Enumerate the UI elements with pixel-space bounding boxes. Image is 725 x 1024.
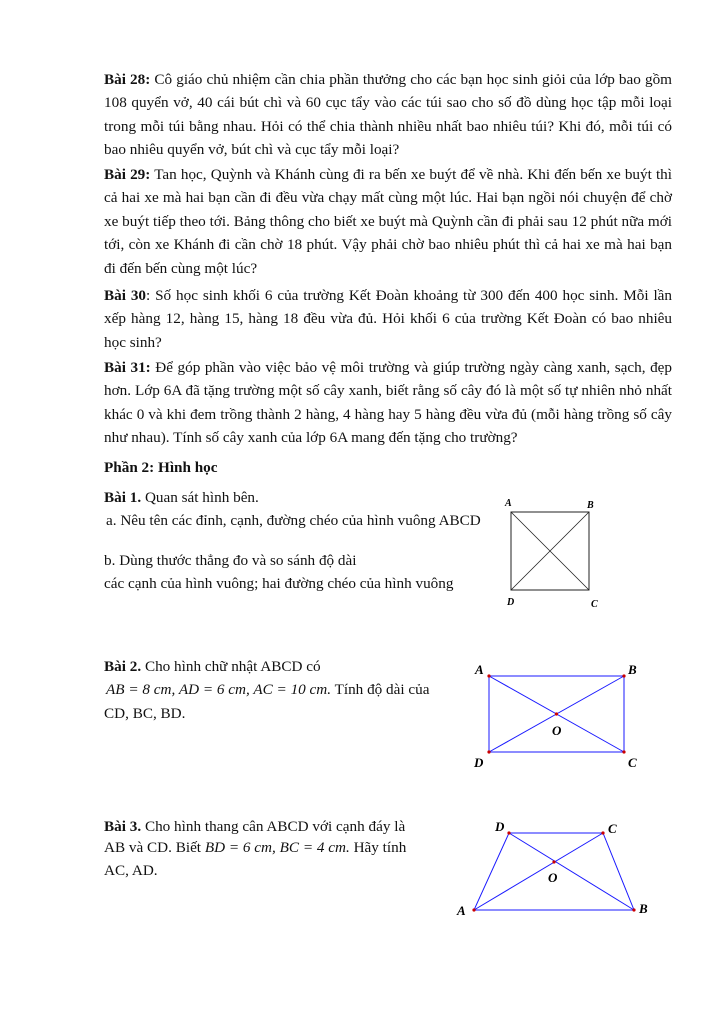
geo-2-line2 — [106, 678, 429, 701]
problem-29-text: Tan học, Quỳnh và Khánh cùng đi ra bến xe buýt để về nhà. Khi đến bến xe buýt thì cả hai xe mà hai bạn cần đi đều vừa chạy mất cùng một lúc. Hai bạn ngồi nói chuyện để chờ xe buýt tiếp theo tới. Bảng thông cho biết xe buýt mà Quỳnh cần đi phải sau 12 phút nữa mới tới, còn xe Khánh đi cần chờ 18 phút. Vậy phải chờ bao nhiêu phút thì cả hai xe mà hai bạn đi đến bến cùng một lúc? — [104, 166, 672, 277]
rect-point-b — [622, 674, 625, 677]
section-heading-geometry: Phần 2: Hình học — [104, 459, 218, 476]
trap-label-c: C — [608, 821, 617, 836]
trap-label-a: A — [457, 903, 466, 918]
rect-point-a — [487, 674, 490, 677]
problem-30 — [104, 284, 672, 354]
geo-2-math: AB = 8 cm, AD = 6 cm, AC = 10 cm. — [106, 681, 332, 698]
problem-30-label: Bài 30 — [104, 287, 147, 304]
geo-3-line2 — [104, 836, 406, 859]
trapezoid-diagonal-bd — [509, 833, 634, 910]
square-label-b: B — [587, 500, 594, 511]
trapezoid-diagonal-ac — [474, 833, 603, 910]
trap-label-b: B — [639, 901, 648, 916]
trap-point-d — [507, 831, 510, 834]
problem-28-label: Bài 28: — [104, 71, 151, 88]
geo-3-line1 — [104, 815, 405, 838]
rect-label-a: A — [475, 662, 484, 677]
rect-point-o — [555, 712, 558, 715]
geo-1-line1 — [104, 486, 259, 509]
geo-2-line1 — [104, 655, 321, 678]
rect-point-c — [622, 750, 625, 753]
geo-1-part-b: b. Dùng thước thẳng đo và so sánh độ dài — [104, 552, 357, 569]
geo-3-label: Bài 3. — [104, 818, 142, 835]
rect-label-b: B — [628, 662, 637, 677]
trapezoid-figure — [452, 814, 662, 924]
geo-3-math: BD = 6 cm, BC = 4 cm. — [204, 839, 350, 856]
problem-28 — [104, 68, 672, 162]
rect-label-d: D — [474, 755, 484, 770]
geo-3-line3: AC, AD. — [104, 862, 158, 879]
problem-31-label: Bài 31: — [104, 359, 151, 376]
problem-30-text: : Số học sinh khối 6 của trường Kết Đoàn khoảng từ 300 đến 400 học sinh. Mỗi lần xếp hàng 12, hàng 15, hàng 18 đều vừa đủ. Hỏi khối 6 của trường Kết Đoàn có bao nhiêu học sinh? — [104, 287, 673, 351]
geo-3-given-prefix: AB và CD. Biết — [104, 839, 205, 856]
geo-2-intro: Cho hình chữ nhật ABCD có — [141, 658, 321, 675]
geo-3-ask: Hãy tính — [349, 839, 407, 856]
trap-point-a — [472, 908, 475, 911]
geo-1-part-a: a. Nêu tên các đỉnh, cạnh, đường chéo của hình vuông ABCD — [106, 512, 481, 529]
problem-31 — [104, 356, 672, 450]
geo-1-intro: Quan sát hình bên. — [141, 489, 259, 506]
trap-point-o — [552, 860, 555, 863]
trap-label-o: O — [548, 870, 558, 885]
square-label-a: A — [505, 498, 512, 509]
geo-2-ask: Tính độ dài của — [331, 681, 430, 698]
square-figure — [500, 492, 610, 612]
rect-label-c: C — [628, 755, 637, 770]
problem-29-label: Bài 29: — [104, 166, 151, 183]
square-label-c: C — [591, 599, 598, 610]
problem-29 — [104, 163, 672, 280]
trap-point-c — [601, 831, 604, 834]
geo-3-intro: Cho hình thang cân ABCD với cạnh đáy là — [141, 818, 406, 835]
problem-28-text: Cô giáo chủ nhiệm cần chia phần thưởng cho các bạn học sinh giỏi của lớp bao gồm 108 quyển vở, 40 cái bút chì và 60 cục tẩy vào các túi sao cho số đồ dùng học tập mỗi loại trong mỗi túi bằng nhau. Hỏi có thể chia thành nhiều nhất bao nhiêu túi? Khi đó, mỗi túi có bao nhiêu quyển vở, bút chì và cục tẩy mỗi loại? — [104, 71, 672, 159]
square-label-d: D — [507, 597, 515, 608]
trap-point-b — [632, 908, 635, 911]
geo-1-part-b-cont: các cạnh của hình vuông; hai đường chéo của hình vuông — [104, 575, 454, 592]
trap-label-d: D — [495, 819, 505, 834]
rectangle-figure — [468, 656, 648, 776]
rect-label-o: O — [552, 723, 562, 738]
geo-2-line3: CD, BC, BD. — [104, 705, 186, 722]
rect-point-d — [487, 750, 490, 753]
geo-2-label: Bài 2. — [104, 658, 142, 675]
geo-1-label: Bài 1. — [104, 489, 142, 506]
problem-31-text: Để góp phần vào việc bảo vệ môi trường và giúp trường ngày càng xanh, sạch, đẹp hơn. Lớp 6A đã tặng trường một số cây xanh, biết rằng số cây đó là một số tự nhiên nhỏ nhất khác 0 và khi đem trồng thành 2 hàng, 4 hàng hay 5 hàng đều vừa đủ (mỗi hàng trồng số cây như nhau). Tính số cây xanh của lớp 6A mang đến tặng cho trường? — [104, 359, 672, 447]
